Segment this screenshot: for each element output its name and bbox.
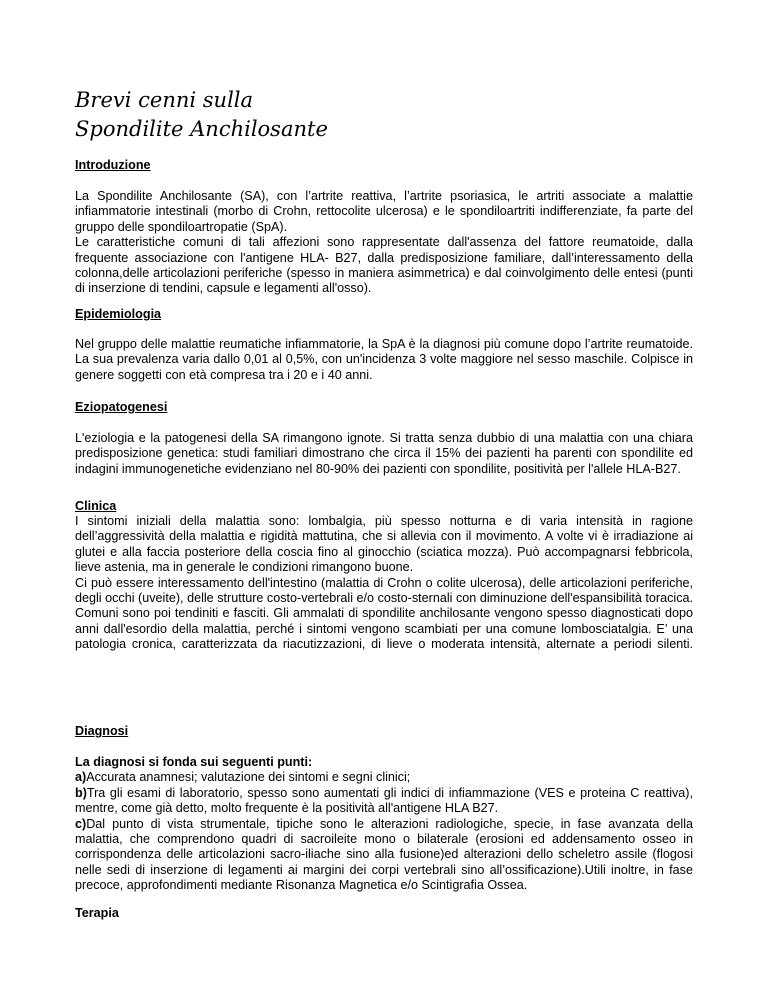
point-b-label: b) xyxy=(75,785,87,800)
point-c-label: c) xyxy=(75,816,87,831)
epid-paragraph-1: Nel gruppo delle malattie reumatiche infiammatorie, la SpA è la diagnosi più comune dopo l’artrite reumatoide. La sua prevalenza varia dallo 0,01 al 0,5%, con un'incidenza 3 volte maggiore nel sesso maschile. Colpisce in genere soggetti con età compresa tra i 20 e i 40 anni. xyxy=(75,337,693,382)
point-a-label: a) xyxy=(75,770,87,785)
diagnosi-point-b xyxy=(75,786,693,817)
document-title-line1: Brevi cenni sulla xyxy=(75,88,254,112)
diagnosi-point-c xyxy=(75,817,693,894)
heading-eziopatogenesi: Eziopatogenesi xyxy=(75,400,168,414)
point-c-text: Dal punto di vista strumentale, tipiche sono le alterazioni radiologiche, specie, in fase avanzata della malattia, che comprendono quadri di sacroileite mono o bilaterale (erosioni ed addensamento osseo in corrispondenza delle articolazioni sacro-iliache sino alla fusione)ed alterazioni dello scheletro assile (flogosi nelle sedi di inserzione di legamenti ai margini dei corpi vertebrali sino all’ossificazione).Utili inoltre, in fase precoce, approfondimenti mediante Risonanza Magnetica e/o Scintigrafia Ossea. xyxy=(75,816,693,893)
heading-clinica: Clinica xyxy=(75,499,117,513)
intro-paragraph-2: Le caratteristiche comuni di tali affezioni sono rappresentate dall'assenza del fattore reumatoide, dalla frequente associazione con l'antigene HLA- B27, dalla predisposizione familiare, dall’interessamento della colonna,delle articolazioni periferiche (spesso in maniera asimmetrica) e dal coinvolgimento delle entesi (punti di inserzione di tendini, capsule e legamenti all'osso). xyxy=(75,235,693,296)
diagnosi-lead-text: La diagnosi si fonda sui seguenti punti: xyxy=(75,755,313,769)
diagnosi-lead xyxy=(75,755,693,770)
point-b-text: Tra gli esami di laboratorio, spesso sono aumentati gli indici di infiammazione (VES e proteina C reattiva), mentre, come già detto, molto frequente è la positività all'antigene HLA B27. xyxy=(75,785,693,816)
clinica-paragraph-2: Ci può essere interessamento dell'intestino (malattia di Crohn o colite ulcerosa), delle articolazioni periferiche, degli occhi (uveite), delle strutture costo-vertebrali e/o costo-sternali con diminuzione dell'espansibilità toracica. Comuni sono poi tendiniti e fasciti. Gli ammalati di spondilite anchilosante vengono spesso diagnosticati dopo anni dall'esordio della malattia, perché i sintomi vengono scambiati per una comune lombosciatalgia. E’ una patologia cronica, caratterizzata da riacutizzazioni, di lieve o moderata intensità, alternate a periodi silenti. xyxy=(75,575,693,652)
section-eziopatogenesi xyxy=(75,431,693,477)
section-diagnosi xyxy=(75,755,693,894)
section-introduzione xyxy=(75,189,693,297)
heading-introduzione: Introduzione xyxy=(75,158,151,172)
heading-diagnosi: Diagnosi xyxy=(75,724,129,738)
document-title-line2: Spondilite Anchilosante xyxy=(75,117,328,141)
section-clinica xyxy=(75,514,693,653)
diagnosi-point-a xyxy=(75,770,693,785)
clinica-paragraph-1: I sintomi iniziali della malattia sono: lombalgia, più spesso notturna e di varia intensità in ragione dell’aggressività della malattia e rigidità mattutina, che si allevia con il movimento. A volte vi è irradiazione ai glutei e alla faccia posteriore della coscia fino al ginocchio (sciatica mozza). Può accompagnarsi febbricola, lieve astenia, ma in generale le condizioni rimangono buone. xyxy=(75,514,693,575)
section-epidemiologia xyxy=(75,337,693,383)
heading-epidemiologia: Epidemiologia xyxy=(75,307,162,321)
point-a-text: Accurata anamnesi; valutazione dei sintomi e segni clinici; xyxy=(86,770,411,785)
ezio-paragraph-1: L'eziologia e la patogenesi della SA rimangono ignote. Si tratta senza dubbio di una malattia con una chiara predisposizione genetica: studi familiari dimostrano che circa il 15% dei pazienti ha parenti con spondilite ed indagini immunogenetiche evidenziano nel 80-90% dei pazienti con spondilite, positività per l'allele HLA-B27. xyxy=(75,431,693,476)
heading-terapia: Terapia xyxy=(75,906,119,920)
intro-paragraph-1: La Spondilite Anchilosante (SA), con l’artrite reattiva, l’artrite psoriasica, le artriti associate a malattie infiammatorie intestinali (morbo di Crohn, rettocolite ulcerosa) e le spondiloartriti indifferenziate, fa parte del gruppo delle spondiloartropatie (SpA). xyxy=(75,189,693,234)
